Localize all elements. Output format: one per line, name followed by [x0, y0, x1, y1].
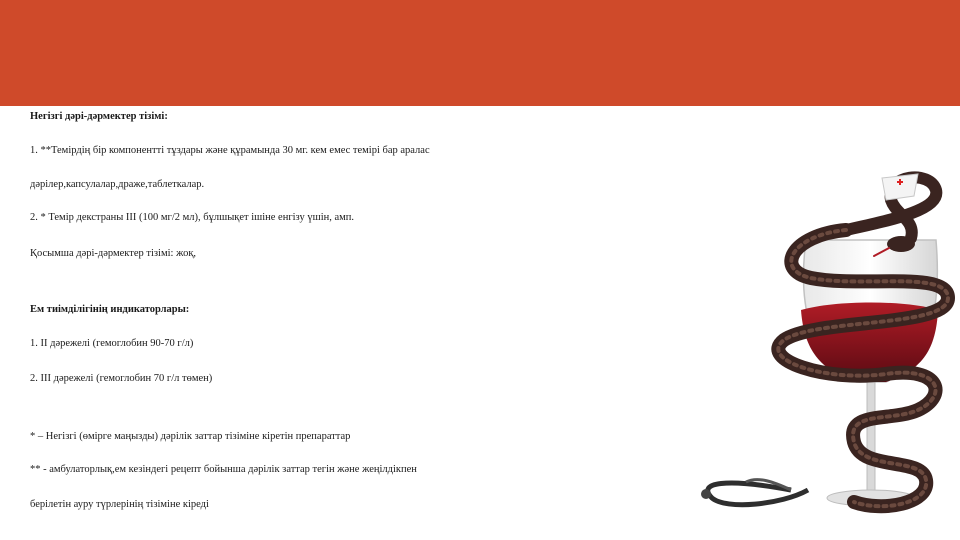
list-item-degree-2: 1. II дәрежелі (гемоглобин 90-70 г/л)	[30, 338, 194, 349]
list-item-iron-dextran: 2. * Темір декстраны III (100 мг/2 мл), бұлшықет ішіне енгізу үшін, амп.	[30, 212, 355, 223]
list-item-degree-3: 2. III дәрежелі (гемоглобин 70 г/л төмен)	[30, 373, 213, 384]
nurse-cap-icon	[882, 174, 918, 200]
stethoscope-icon	[701, 480, 808, 505]
footnote-single-asterisk: * – Негізгі (өмірге маңызды) дәрілік заттар тізіміне кіретін препараттар	[30, 431, 351, 442]
header-band	[0, 0, 960, 106]
list-item-iron-salts-continued: дәрілер,капсулалар,драже,таблеткалар.	[30, 179, 205, 190]
section-heading-essential-drugs: Негізгі дәрі-дәрмектер тізімі:	[30, 111, 168, 122]
footnote-double-asterisk: ** - амбулаторлық,ем кезіндегі рецепт бойынша дәрілік заттар тегін және жеңілдікпен	[30, 464, 417, 475]
footnote-double-asterisk-continued: берілетін ауру түрлерінің тізіміне кіреді	[30, 499, 209, 510]
additional-drugs-text: Қосымша дәрі-дәрмектер тізімі: жоқ,	[30, 248, 197, 259]
section-heading-indicators: Ем тиімділігінің индикаторлары:	[30, 304, 190, 315]
list-item-iron-salts: 1. **Темірдің бір компонентті тұздары және құрамында 30 мг. кем емес темірі бар аралас	[30, 145, 430, 156]
snake-wine-illustration	[686, 160, 960, 540]
